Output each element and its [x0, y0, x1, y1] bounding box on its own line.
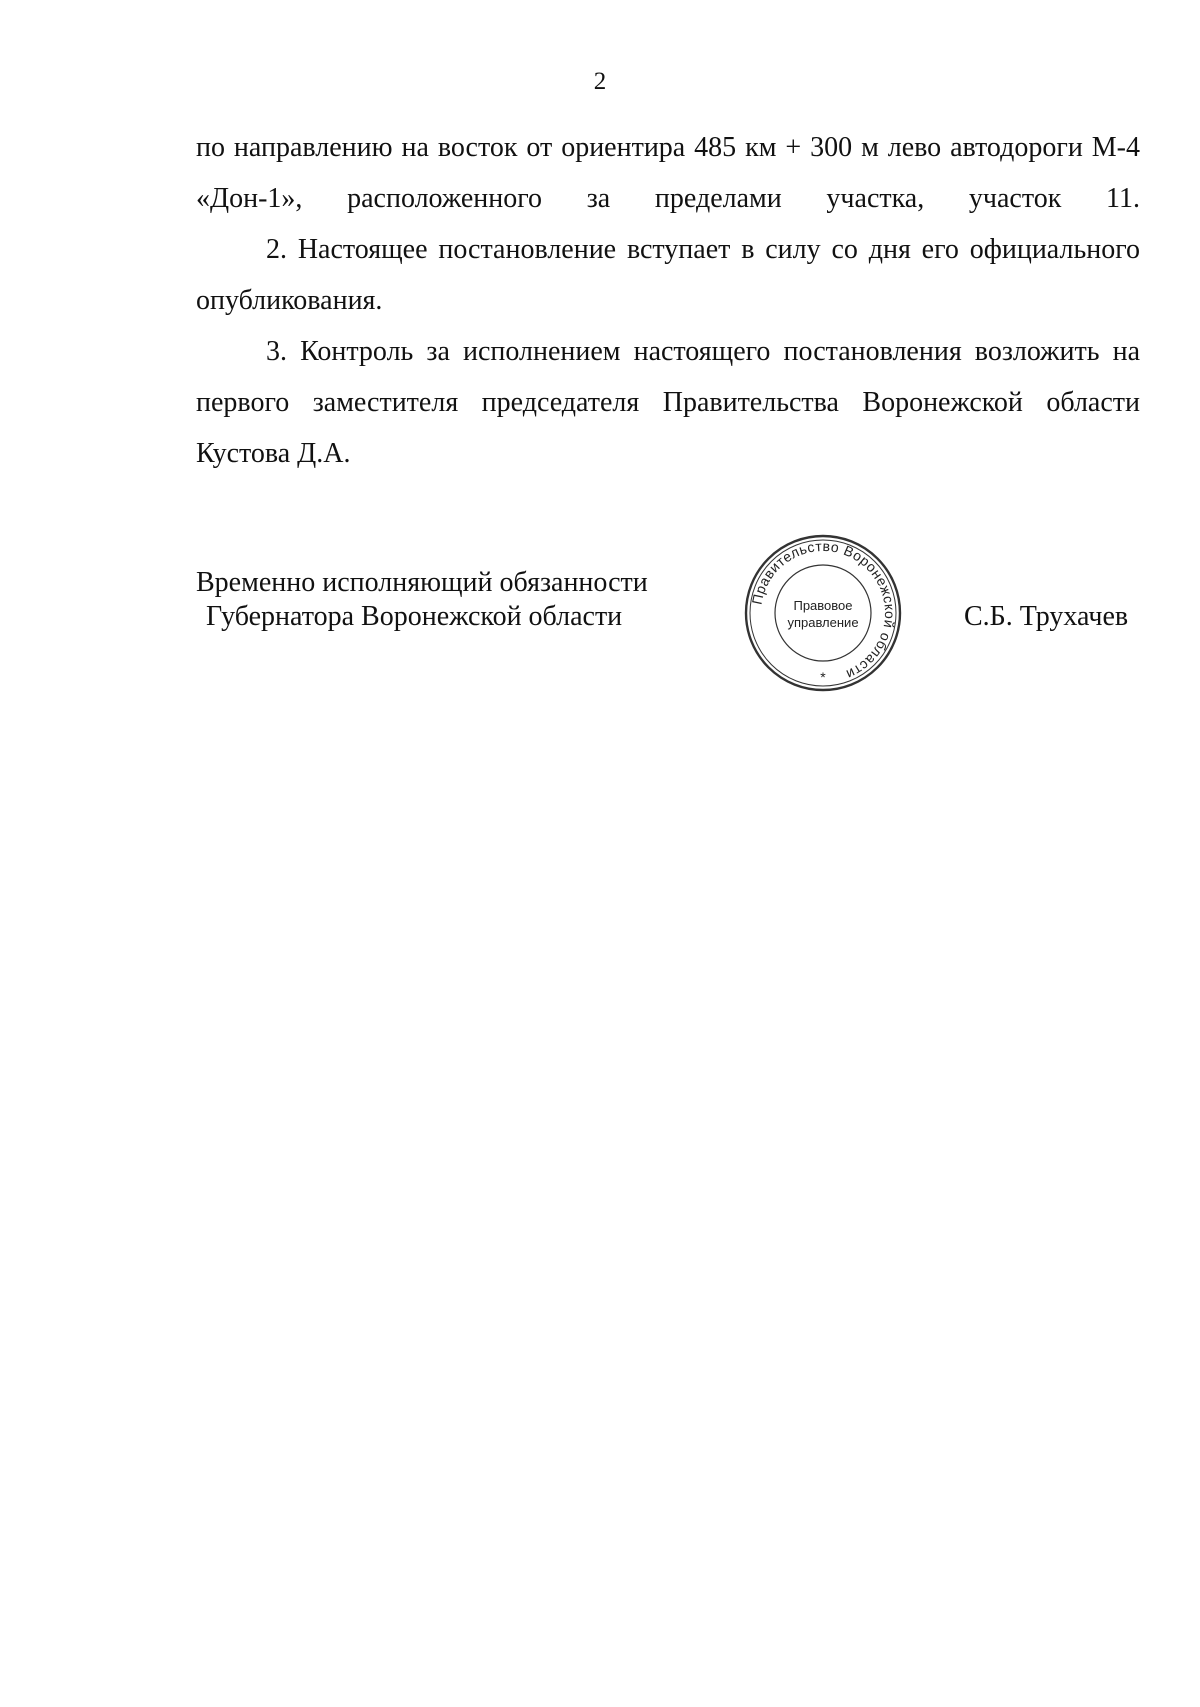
paragraph-item-3: 3. Контроль за исполнением настоящего постановления возложить на первого заместителя председателя Правительства Воронежской области Кустова Д.А. [196, 336, 1140, 469]
seal-inner-ring [775, 565, 871, 661]
seal-center-line-1: Правовое [793, 598, 853, 613]
seal-outer-text: Правительство Воронежской области [748, 537, 899, 683]
official-seal-stamp [742, 532, 904, 694]
page-number: 2 [593, 68, 607, 95]
seal-graphic [742, 532, 904, 694]
seal-outer-ring [746, 536, 900, 690]
signatory-title [196, 566, 648, 634]
signatory-title-line-1: Временно исполняющий обязанности [196, 567, 648, 598]
document-body [196, 122, 1140, 479]
paragraph-continuation: по направлению на восток от ориентира 485 км + 300 м лево автодороги М-4 «Дон-1», расположенного за пределами участка, участок 11. [196, 132, 1140, 214]
signatory-name: С.Б. Трухачев [964, 601, 1129, 632]
paragraph-item-2: 2. Настоящее постановление вступает в силу со дня его официального опубликования. [196, 234, 1140, 316]
seal-center-line-2: управление [787, 615, 859, 630]
seal-star: * [820, 669, 826, 685]
signatory-title-line-2: Губернатора Воронежской области [206, 601, 623, 632]
